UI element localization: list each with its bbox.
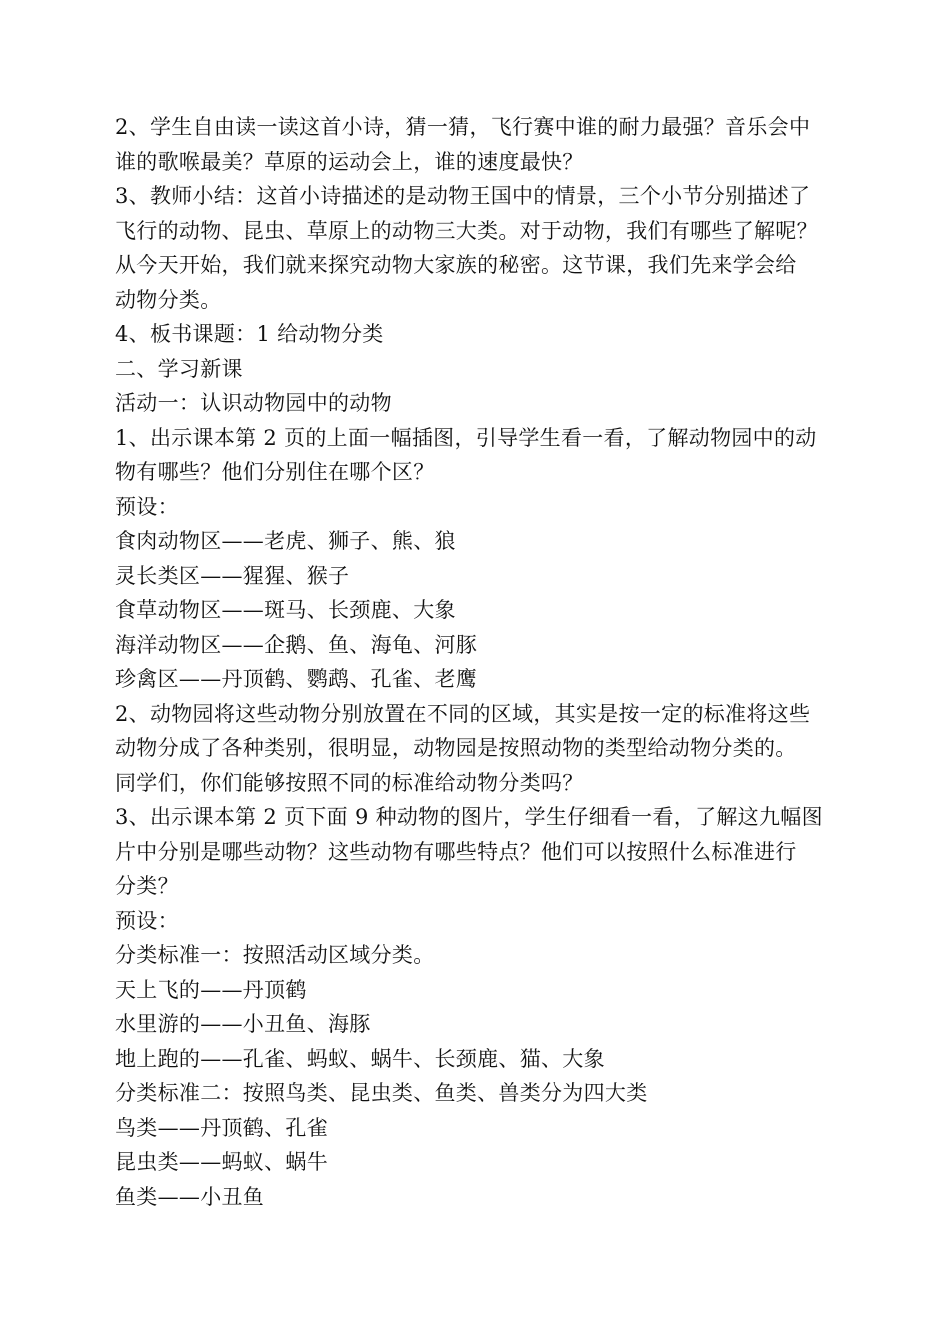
paragraph-line: 片中分别是哪些动物？这些动物有哪些特点？他们可以按照什么标准进行 [115, 839, 797, 864]
paragraph-line: 动物分类。 [115, 287, 222, 312]
paragraph-line: 分类标准二：按照鸟类、昆虫类、鱼类、兽类分为四大类 [115, 1081, 648, 1105]
paragraph-line: 物有哪些？他们分别住在哪个区？ [115, 460, 435, 484]
paragraph-line: 预设： [115, 908, 179, 933]
paragraph-line: 1、出示课本第 2 页的上面一幅插图，引导学生看一看，了解动物园中的动 [115, 425, 817, 450]
paragraph-line: 2、动物园将这些动物分别放置在不同的区域，其实是按一定的标准将这些 [115, 701, 811, 726]
paragraph-line: 4、板书课题：1 给动物分类 [115, 322, 384, 346]
paragraph-line: 谁的歌喉最美？草原的运动会上，谁的速度最快？ [115, 149, 584, 174]
paragraph-line: 预设： [115, 494, 179, 519]
paragraph-line: 飞行的动物、昆虫、草原上的动物三大类。对于动物，我们有哪些了解呢？ [115, 218, 818, 243]
paragraph-line: 3、教师小结：这首小诗描述的是动物王国中的情景，三个小节分别描述了 [115, 184, 811, 208]
paragraph-line: 同学们，你们能够按照不同的标准给动物分类吗？ [115, 770, 584, 795]
paragraph-line: 2、学生自由读一读这首小诗，猜一猜，飞行赛中谁的耐力最强？音乐会中 [115, 115, 811, 139]
list-item: 灵长类区——猩猩、猴子 [115, 563, 350, 588]
list-item: 海洋动物区——企鹅、鱼、海龟、河豚 [115, 632, 478, 657]
list-item: 水里游的——小丑鱼、海豚 [115, 1012, 371, 1036]
list-item: 鸟类——丹顶鹤、孔雀 [115, 1115, 328, 1140]
paragraph-line: 动物分成了各种类别，很明显，动物园是按照动物的类型给动物分类的。 [115, 736, 797, 760]
section-heading: 二、学习新课 [115, 356, 243, 381]
document-body [115, 110, 840, 1214]
list-item: 鱼类——小丑鱼 [115, 1184, 265, 1209]
list-item: 食肉动物区——老虎、狮子、熊、狼 [115, 529, 456, 553]
paragraph-line: 分类？ [115, 874, 179, 898]
paragraph-line: 从今天开始，我们就来探究动物大家族的秘密。这节课，我们先来学会给 [115, 253, 797, 277]
paragraph-line: 分类标准一：按照活动区域分类。 [115, 943, 435, 967]
paragraph-line: 3、出示课本第 2 页下面 9 种动物的图片，学生仔细看一看，了解这九幅图 [115, 805, 823, 829]
list-item: 珍禽区——丹顶鹤、鹦鹉、孔雀、老鹰 [115, 667, 478, 691]
list-item: 昆虫类——蚂蚁、蜗牛 [115, 1150, 328, 1174]
list-item: 食草动物区——斑马、长颈鹿、大象 [115, 598, 456, 622]
list-item: 地上跑的——孔雀、蚂蚁、蜗牛、长颈鹿、猫、大象 [115, 1046, 605, 1071]
list-item: 天上飞的——丹顶鹤 [115, 977, 307, 1002]
activity-heading: 活动一：认识动物园中的动物 [115, 391, 392, 415]
